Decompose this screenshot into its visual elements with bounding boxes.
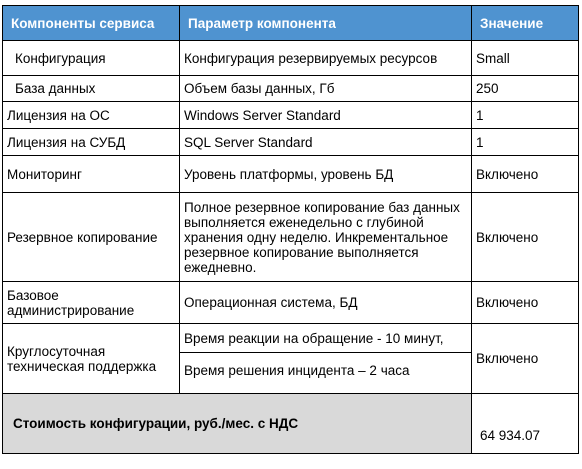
table-row: [3, 76, 579, 102]
table-row: [3, 324, 579, 394]
service-configuration-table: [2, 5, 579, 454]
row-parameter: SQL Server Standard: [180, 129, 472, 156]
row-parameter: Уровень платформы, уровень БД: [180, 156, 472, 193]
row-value: 250: [472, 76, 579, 102]
row-parameter: Полное резервное копирование баз данных выполняется еженедельно с глубиной хранения одну неделю. Инкрементальное резервное копирование выполняется ежедневно.: [180, 193, 472, 282]
parameter-resolution-time: Время решения инцидента – 2 часа: [184, 363, 410, 378]
row-component: База данных: [3, 76, 180, 102]
row-parameter: Конфигурация резервируемых ресурсов: [180, 41, 472, 76]
table-row: [3, 41, 579, 76]
parameter-reaction-time: Время реакции на обращение - 10 минут,: [180, 329, 471, 353]
table-row: [3, 193, 579, 282]
row-value: Включено: [472, 324, 579, 394]
row-component: Лицензия на ОС: [3, 102, 180, 129]
table-row: [3, 102, 579, 129]
row-value: Включено: [472, 156, 579, 193]
row-value: Small: [472, 41, 579, 76]
row-parameter: Операционная система, БД: [180, 282, 472, 324]
header-value: Значение: [472, 6, 579, 41]
header-parameter: Параметр компонента: [180, 6, 472, 41]
row-value: Включено: [472, 193, 579, 282]
total-label: Стоимость конфигурации, руб./мес. с НДС: [3, 394, 472, 454]
row-parameter: Windows Server Standard: [180, 102, 472, 129]
row-value: 1: [472, 129, 579, 156]
header-components: Компоненты сервиса: [3, 6, 180, 41]
row-value: Включено: [472, 282, 579, 324]
table-row: [3, 129, 579, 156]
total-value: 64 934.07: [472, 394, 579, 454]
row-component: Круглосуточная техническая поддержка: [3, 324, 180, 394]
row-component: Базовое администрирование: [3, 282, 180, 324]
table-row: [3, 156, 579, 193]
table-header-row: [3, 6, 579, 41]
total-row: [3, 394, 579, 454]
row-component: Мониторинг: [3, 156, 180, 193]
table-row: [3, 282, 579, 324]
row-value: 1: [472, 102, 579, 129]
row-component: Лицензия на СУБД: [3, 129, 180, 156]
row-parameter: Объем базы данных, Гб: [180, 76, 472, 102]
row-parameter-split: [180, 324, 472, 394]
row-component: Конфигурация: [3, 41, 180, 76]
row-component: Резервное копирование: [3, 193, 180, 282]
